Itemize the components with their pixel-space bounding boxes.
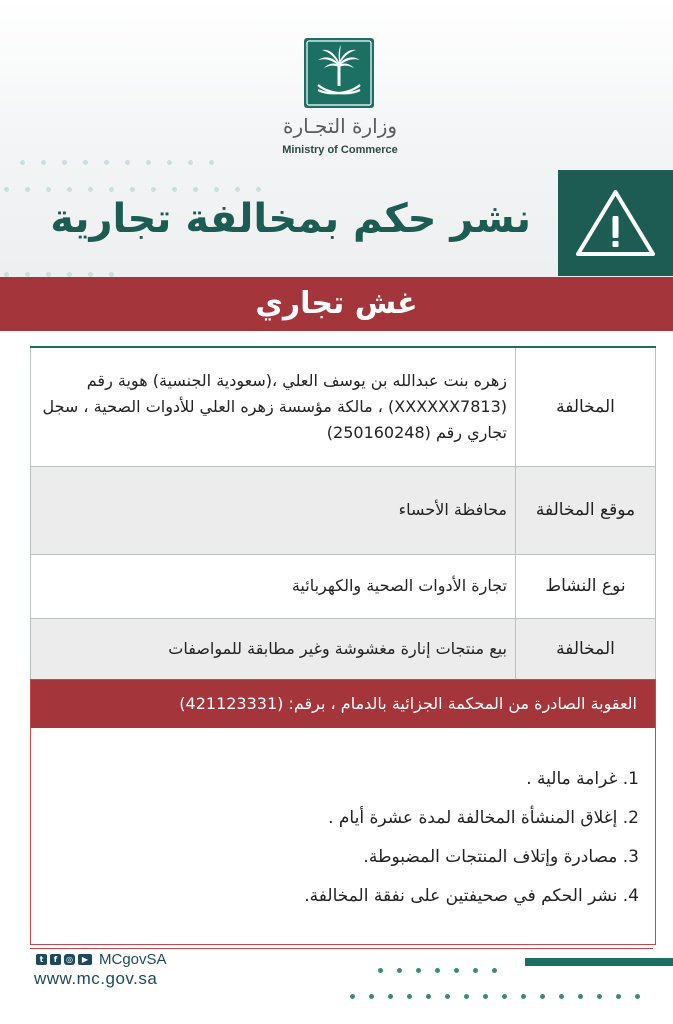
- social-handle[interactable]: MCgovSA: [99, 951, 167, 968]
- page-title: نشر حكم بمخالفة تجارية: [50, 196, 531, 242]
- decorative-dots: [350, 984, 654, 1003]
- row-label: المخالفة: [516, 618, 656, 679]
- footer-divider: [30, 948, 653, 949]
- warning-badge: [558, 170, 673, 276]
- instagram-icon[interactable]: ◎: [64, 954, 75, 965]
- social-links: [36, 951, 167, 968]
- row-value: بيع منتجات إنارة مغشوشة وغير مطابقة للمواصفات: [31, 618, 516, 679]
- row-label: المخالفة: [516, 347, 656, 466]
- table-row: [31, 466, 656, 554]
- decorative-dots: [20, 150, 230, 169]
- table-row: [31, 347, 656, 466]
- row-label: نوع النشاط: [516, 554, 656, 618]
- violation-type-banner: غش تجاري: [0, 277, 673, 331]
- row-value: تجارة الأدوات الصحية والكهربائية: [31, 554, 516, 618]
- table-row: [31, 554, 656, 618]
- list-item: 4. نشر الحكم في صحيفتين على نفقة المخالفة.: [304, 886, 639, 906]
- ministry-logo: [304, 38, 374, 108]
- ministry-name-arabic: وزارة التجـارة: [282, 114, 398, 138]
- decorative-dots: [4, 177, 277, 196]
- youtube-icon[interactable]: ▶: [78, 954, 92, 965]
- list-item: 1. غرامة مالية .: [526, 769, 639, 789]
- website-link[interactable]: www.mc.gov.sa: [34, 969, 158, 988]
- penalty-header: العقوبة الصادرة من المحكمة الجزائية بالدمام ، برقم: (421123331): [31, 680, 655, 728]
- row-value: زهره بنت عبدالله بن يوسف العلي ،(سعودية الجنسية) هوية رقم (XXXXXX7813) ، مالكة مؤسسة زهره العلي للأدوات الصحية ، سجل تجاري رقم (250160248): [31, 347, 516, 466]
- warning-triangle-icon: [558, 170, 673, 276]
- facebook-icon[interactable]: f: [50, 954, 61, 965]
- table-row: [31, 618, 656, 679]
- footer-accent-stripe: [525, 958, 673, 966]
- penalty-section: [30, 679, 656, 945]
- list-item: 2. إغلاق المنشأة المخالفة لمدة عشرة أيام .: [328, 808, 639, 828]
- violation-details-table: [30, 346, 656, 680]
- twitter-icon[interactable]: t: [36, 954, 47, 965]
- palm-swords-emblem-icon: [304, 38, 374, 108]
- row-label: موقع المخالفة: [516, 466, 656, 554]
- ministry-name-english: Ministry of Commerce: [282, 144, 398, 156]
- penalty-list: [304, 764, 639, 920]
- row-value: محافظة الأحساء: [31, 466, 516, 554]
- list-item: 3. مصادرة وإتلاف المنتجات المضبوطة.: [363, 847, 639, 867]
- decorative-dots: [378, 958, 511, 977]
